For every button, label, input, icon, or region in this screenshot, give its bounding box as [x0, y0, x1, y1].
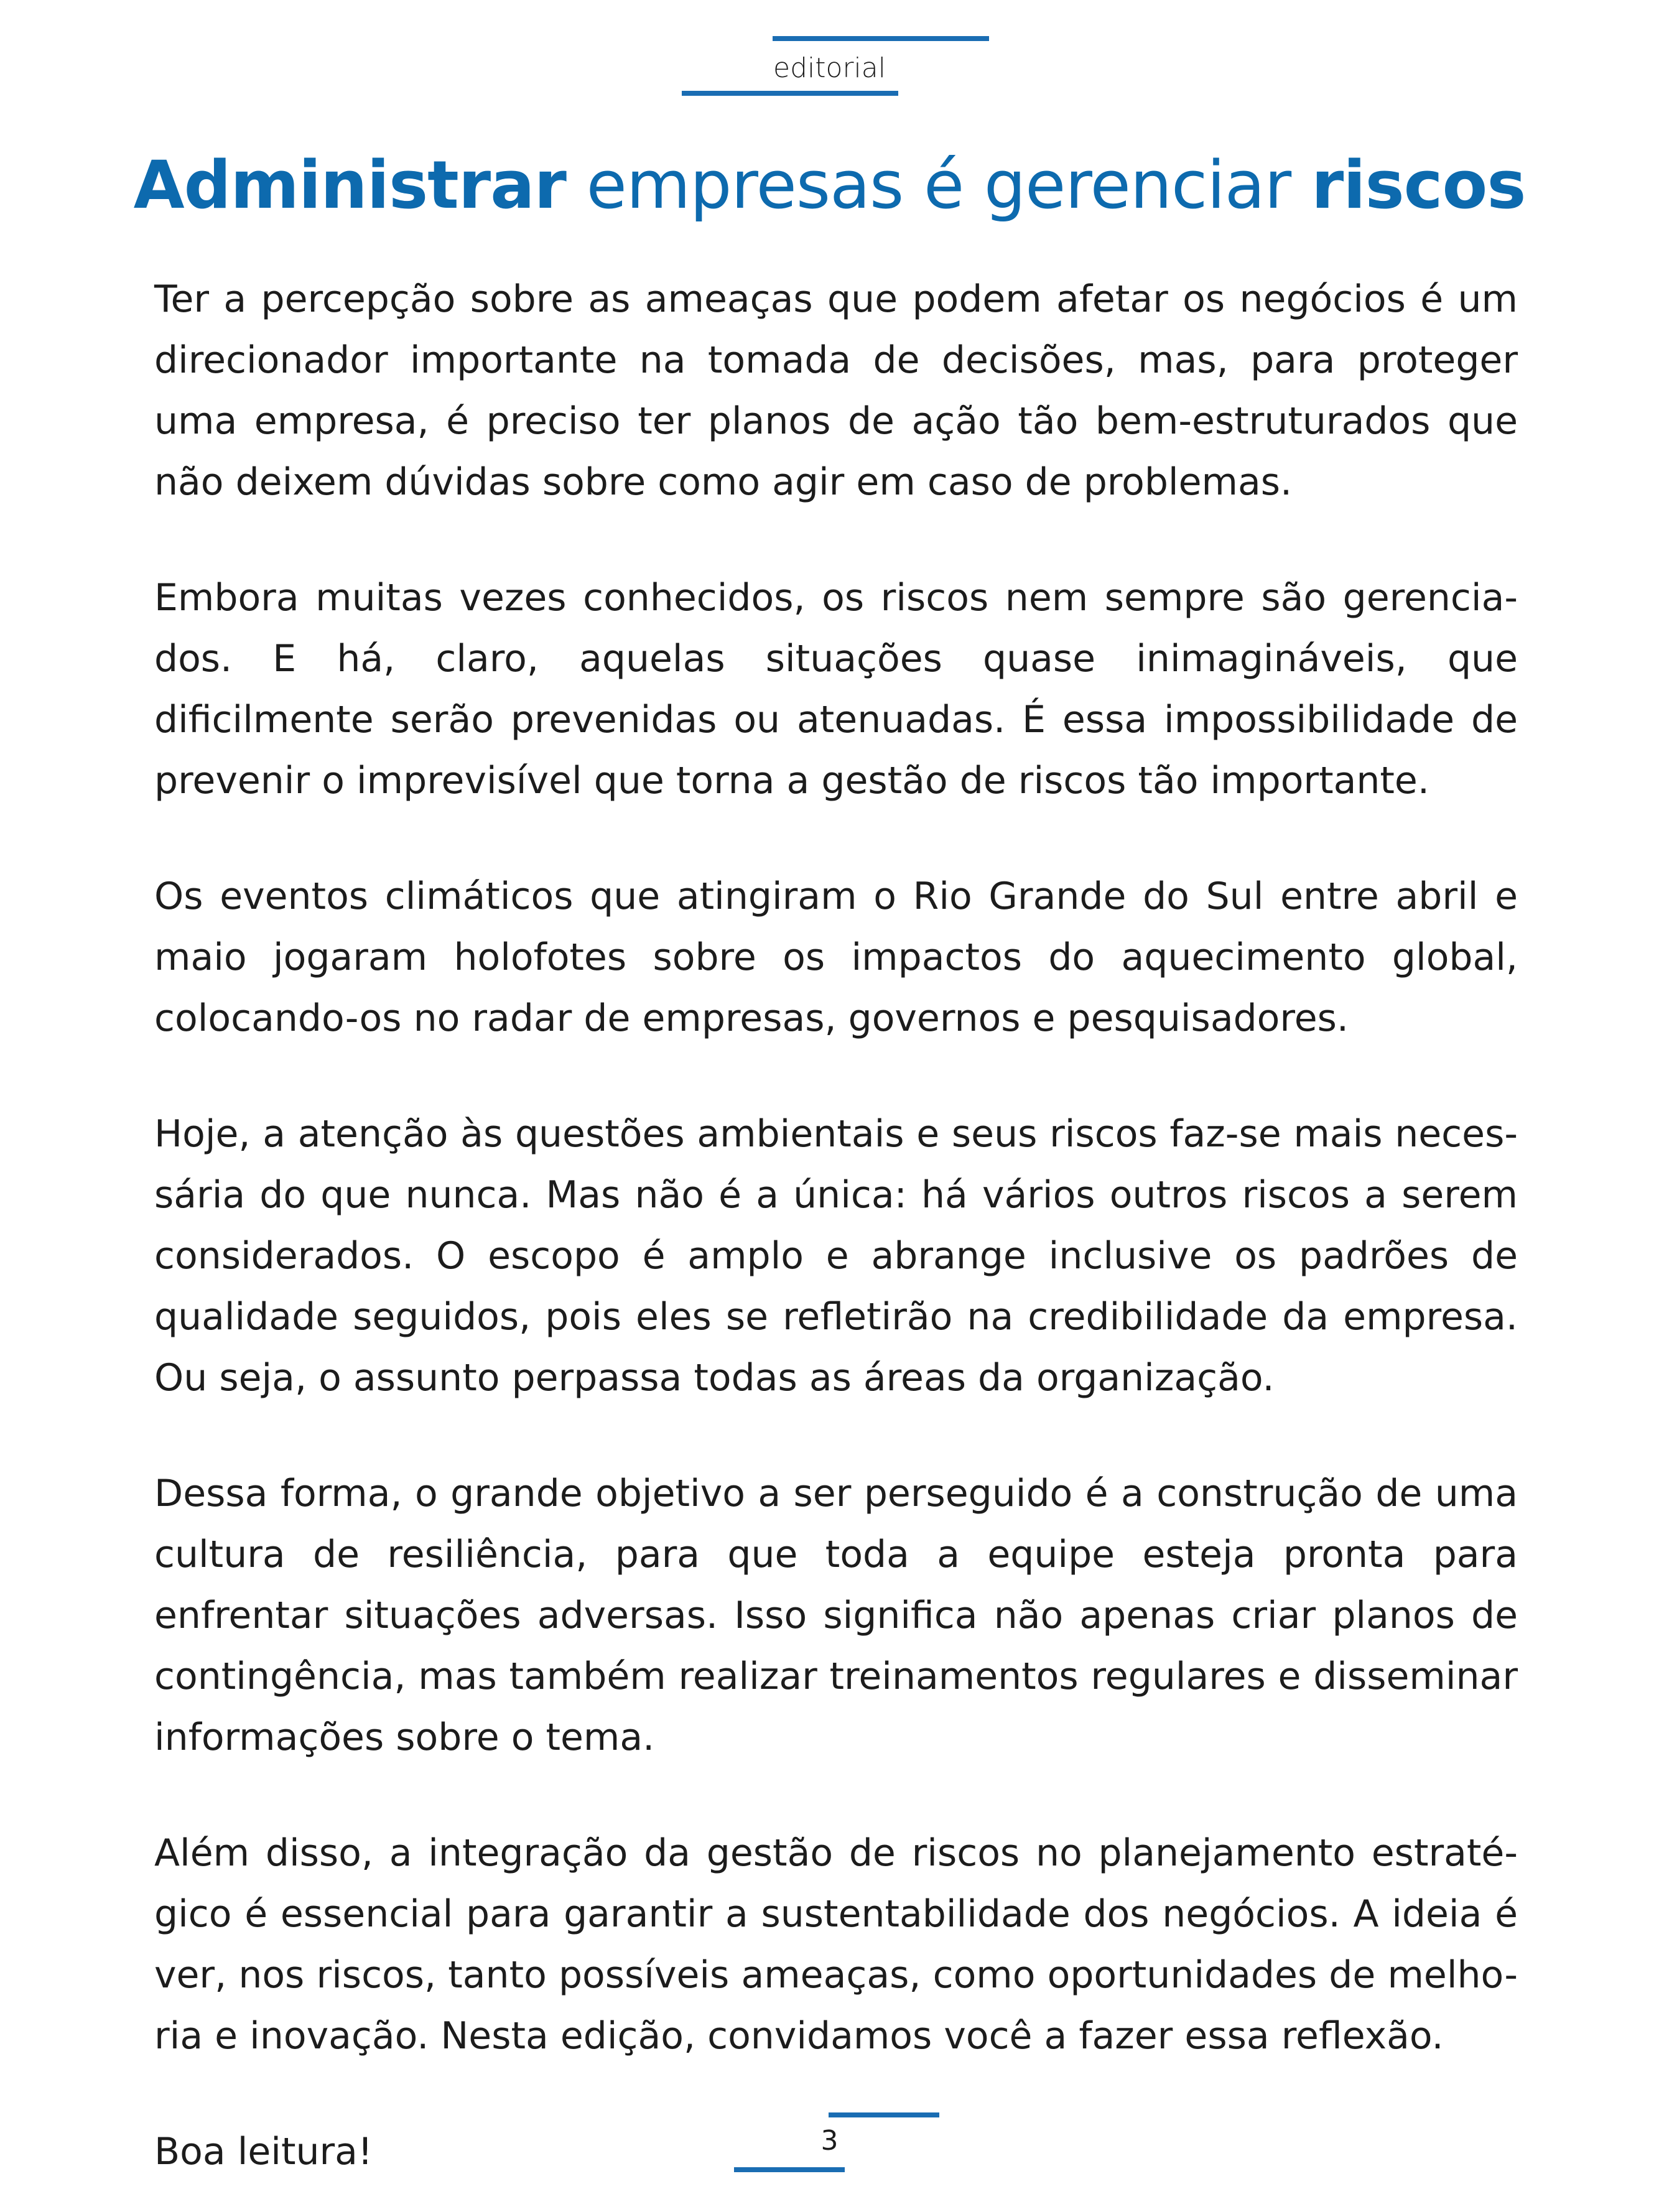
paragraph-5: Dessa forma, o grande objetivo a ser perseguido é a construção de uma cultura de resiliência, para que toda a equipe esteja pronta para enfrentar situações adversas. Isso significa não apenas criar planos de contingência, mas também realizar treinamentos regulares e disseminar informações sobre o tema. [154, 1472, 1518, 1759]
title-regular: empresas é gerenciar [565, 147, 1311, 223]
page-title [0, 142, 1659, 229]
paragraph-4: Hoje, a atenção às questões ambientais e seus riscos faz-se mais neces-sária do que nunca. Mas não é a única: há vários outros riscos a serem considerados. O escopo é amplo e abrange inclusive os padrões de qualidade seguidos, pois eles se refletirão na credibilidade da empresa. Ou seja, o assunto perpassa todas as áreas da organização. [154, 1112, 1518, 1400]
paragraph-6: Além disso, a integração da gestão de riscos no planejamento estraté-gico é essencial para garantir a sustentabilidade dos negócios. A ideia é ver, nos riscos, tanto possíveis ameaças, como oportunidades de melho-ria e inovação. Nesta edição, convidamos você a fazer essa reflexão. [154, 1831, 1518, 2058]
title-bold-riscos: riscos [1311, 147, 1526, 223]
footer-rule-bottom [734, 2167, 845, 2172]
title-bold-administrar: Administrar [133, 147, 566, 223]
paragraph-3: Os eventos climáticos que atingiram o Rio Grande do Sul entre abril e maio jogaram holofotes sobre os impactos do aquecimento global, colocando-os no radar de empresas, governos e pesquisadores. [154, 875, 1518, 1040]
page-number: 3 [820, 2125, 839, 2157]
header-rule-bottom [682, 91, 898, 96]
header-rule-top [773, 36, 989, 41]
paragraph-2: Embora muitas vezes conhecidos, os riscos nem sempre são gerencia-dos. E há, claro, aquelas situações quase inimagináveis, que dificilmente serão prevenidas ou atenuadas. É essa impossibilidade de prevenir o imprevisível que torna a gestão de riscos tão importante. [154, 576, 1518, 802]
paragraph-1: Ter a percepção sobre as ameaças que podem afetar os negócios é um direcionador importante na tomada de decisões, mas, para proteger uma empresa, é preciso ter planos de ação tão bem-estruturados que não deixem dúvidas sobre como agir em caso de problemas. [154, 277, 1518, 504]
section-label: editorial [773, 52, 886, 84]
footer-rule-top [829, 2112, 939, 2117]
closing-line: Boa leitura! [154, 2130, 373, 2173]
article-body [154, 269, 1518, 2182]
